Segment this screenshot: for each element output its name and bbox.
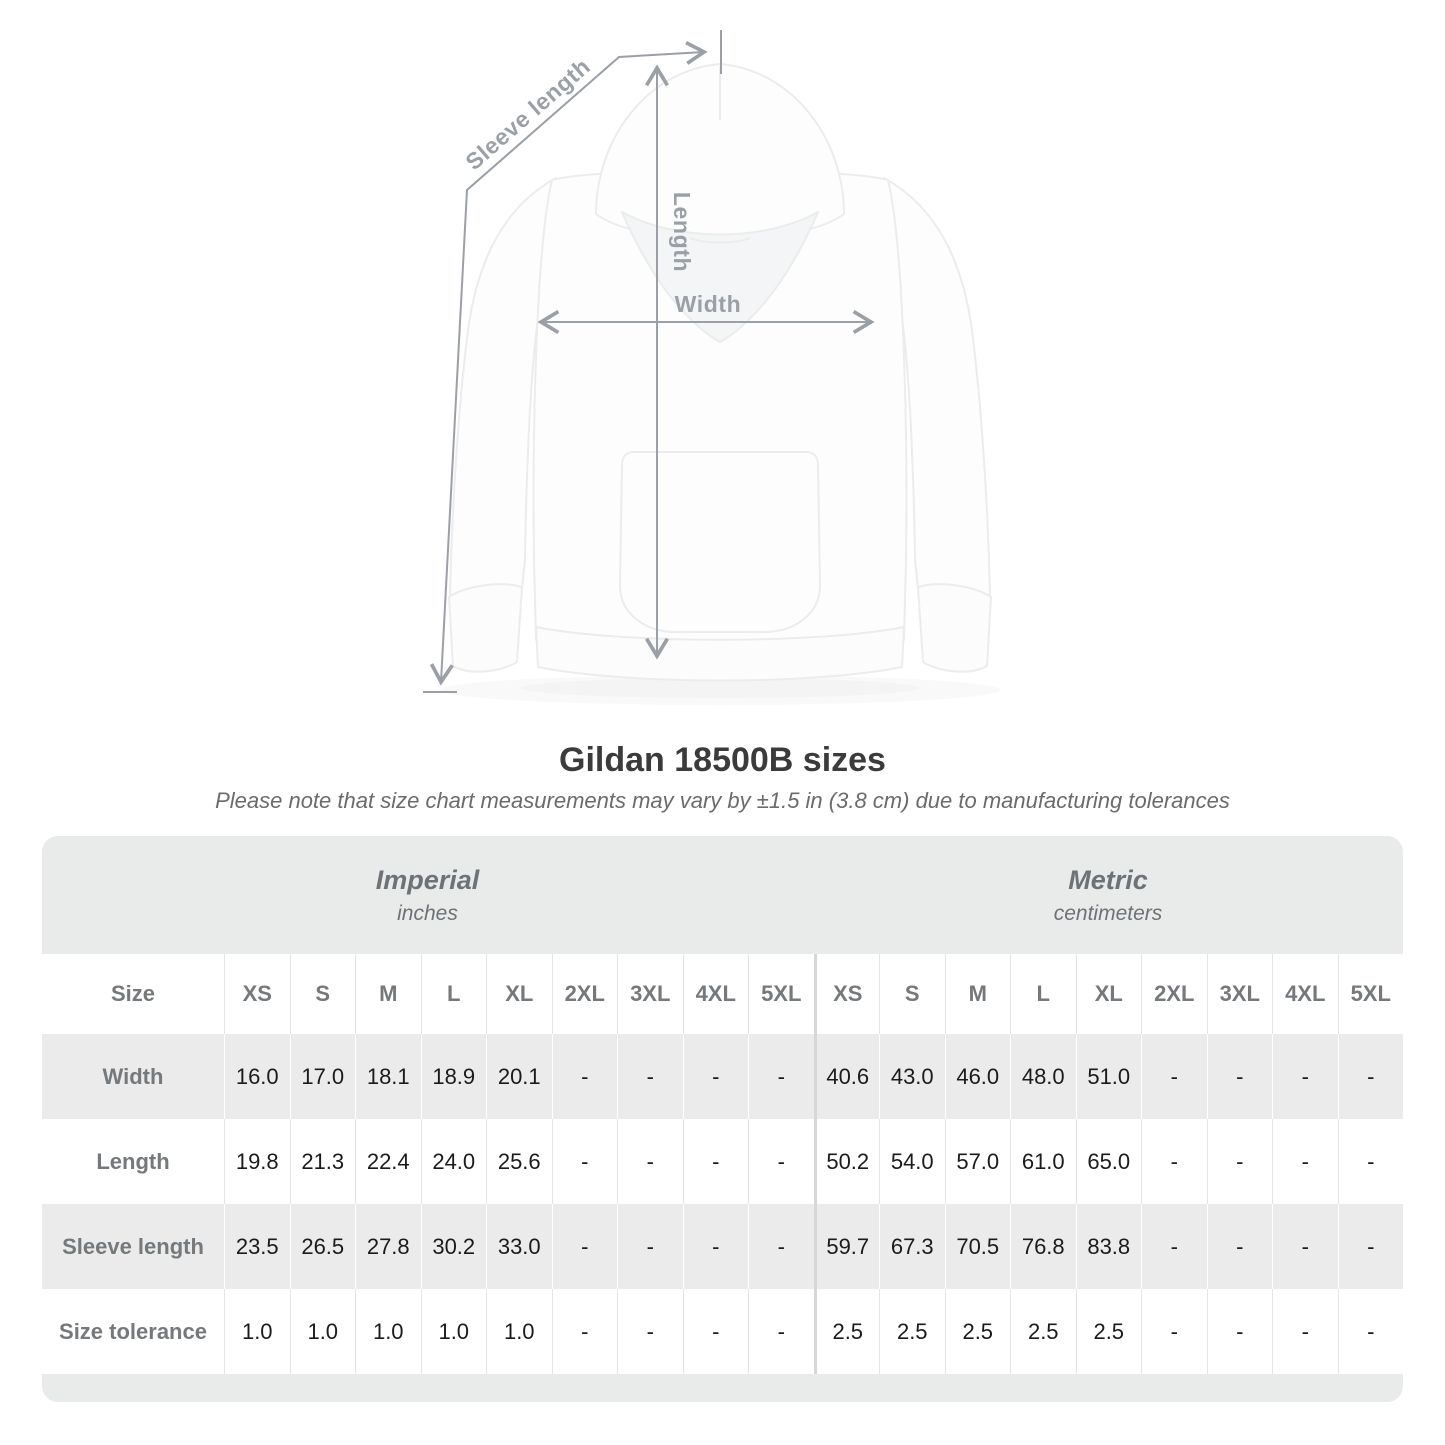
size-column-header: XS (224, 954, 290, 1034)
measurement-value-cell: - (1338, 1204, 1404, 1289)
size-column-header: 3XL (617, 954, 683, 1034)
measurement-value-cell: - (617, 1289, 683, 1374)
size-column-header: M (355, 954, 421, 1034)
chart-subtitle: Please note that size chart measurements may vary by ±1.5 in (3.8 cm) due to manufacturing tolerances (215, 788, 1230, 813)
measurement-value-cell: 23.5 (224, 1204, 290, 1289)
size-table (42, 836, 1403, 1402)
row-label: Sleeve length (62, 1233, 204, 1259)
measurement-value-cell: - (1141, 1034, 1207, 1119)
size-column-header: 5XL (748, 954, 814, 1034)
measurement-value-cell: - (1207, 1204, 1273, 1289)
measurement-value-cell: - (748, 1289, 814, 1374)
hoodie-diagram (0, 0, 1445, 712)
kangaroo-pocket (620, 452, 820, 632)
measurement-value-cell: - (552, 1034, 618, 1119)
measurement-row (42, 1289, 1403, 1374)
measurement-value-cell: 76.8 (1010, 1204, 1076, 1289)
size-column-header: L (421, 954, 487, 1034)
table-footer-bar (42, 1374, 1403, 1402)
measurement-value-cell: - (748, 1034, 814, 1119)
size-column-header: 3XL (1207, 954, 1273, 1034)
measurement-value-cell: 70.5 (945, 1204, 1011, 1289)
measurement-value-cell: - (1141, 1119, 1207, 1204)
right-cuff (918, 584, 991, 671)
size-column-header: S (879, 954, 945, 1034)
left-cuff (449, 584, 522, 671)
chart-title: Gildan 18500B sizes (559, 741, 886, 779)
imperial-group-header (42, 836, 813, 954)
measurement-value-cell: 22.4 (355, 1119, 421, 1204)
measurement-value-cell: 2.5 (879, 1289, 945, 1374)
title-block (0, 740, 1445, 814)
measurement-value-cell: 33.0 (486, 1204, 552, 1289)
measurement-value-cell: 16.0 (224, 1034, 290, 1119)
imperial-group-name: Imperial (375, 864, 480, 895)
measurement-value-cell: - (552, 1204, 618, 1289)
measurement-value-cell: - (1272, 1119, 1338, 1204)
measurement-value-cell: - (617, 1034, 683, 1119)
measurement-value-cell: - (683, 1204, 749, 1289)
measurement-value-cell: 54.0 (879, 1119, 945, 1204)
hoodie-measurement-figure (0, 0, 1445, 712)
measurement-value-cell: 2.5 (1076, 1289, 1142, 1374)
measurement-value-cell: 51.0 (1076, 1034, 1142, 1119)
measurement-value-cell: 30.2 (421, 1204, 487, 1289)
measurement-value-cell: 1.0 (486, 1289, 552, 1374)
measurement-value-cell: 40.6 (814, 1034, 880, 1119)
measurement-value-cell: 1.0 (355, 1289, 421, 1374)
width-label: Width (674, 291, 742, 317)
row-label: Length (96, 1148, 170, 1174)
measurement-value-cell: - (748, 1119, 814, 1204)
measurement-value-cell: - (748, 1204, 814, 1289)
measurement-value-cell: 21.3 (290, 1119, 356, 1204)
measurement-value-cell: - (1207, 1119, 1273, 1204)
measurement-value-cell: 67.3 (879, 1204, 945, 1289)
size-column-header: S (290, 954, 356, 1034)
length-label: Length (669, 191, 695, 273)
imperial-group-unit: inches (397, 901, 458, 925)
measurement-row (42, 1119, 1403, 1204)
measurement-value-cell: 65.0 (1076, 1119, 1142, 1204)
measurement-value-cell: 1.0 (290, 1289, 356, 1374)
metric-group-header (813, 836, 1403, 954)
hoodie-illustration (449, 64, 991, 681)
measurement-value-cell: - (683, 1289, 749, 1374)
measurement-value-cell: - (552, 1289, 618, 1374)
size-column-header: 4XL (683, 954, 749, 1034)
size-column-header: 4XL (1272, 954, 1338, 1034)
measurement-value-cell: 83.8 (1076, 1204, 1142, 1289)
measurement-value-cell: 50.2 (814, 1119, 880, 1204)
unit-group-header (42, 836, 1403, 954)
measurement-value-cell: 59.7 (814, 1204, 880, 1289)
measurement-value-cell: - (1141, 1204, 1207, 1289)
measurement-value-cell: - (1207, 1034, 1273, 1119)
measurement-value-cell: - (1272, 1289, 1338, 1374)
measurement-value-cell: 2.5 (945, 1289, 1011, 1374)
measurement-value-cell: - (1141, 1289, 1207, 1374)
metric-group-name: Metric (1068, 864, 1148, 895)
measurement-value-cell: 24.0 (421, 1119, 487, 1204)
measurement-value-cell: - (1338, 1119, 1404, 1204)
measurement-value-cell: 61.0 (1010, 1119, 1076, 1204)
size-column-header: XL (486, 954, 552, 1034)
measurement-value-cell: 57.0 (945, 1119, 1011, 1204)
measurement-value-cell: 17.0 (290, 1034, 356, 1119)
size-header-row (42, 954, 1403, 1034)
measurement-value-cell: - (617, 1204, 683, 1289)
measurement-value-cell: - (1207, 1289, 1273, 1374)
measurement-value-cell: - (552, 1119, 618, 1204)
measurement-value-cell: 18.9 (421, 1034, 487, 1119)
sleeve-length-label: Sleeve length (460, 52, 596, 175)
measurement-value-cell: - (617, 1119, 683, 1204)
measurement-value-cell: - (1272, 1204, 1338, 1289)
measurement-row (42, 1034, 1403, 1119)
size-column-header: 2XL (552, 954, 618, 1034)
measurement-row (42, 1204, 1403, 1289)
measurement-value-cell: - (683, 1034, 749, 1119)
size-column-header: 2XL (1141, 954, 1207, 1034)
measurement-value-cell: 26.5 (290, 1204, 356, 1289)
measurement-value-cell: 27.8 (355, 1204, 421, 1289)
size-column-header: XS (814, 954, 880, 1034)
measurement-value-cell: 19.8 (224, 1119, 290, 1204)
measurement-value-cell: 2.5 (1010, 1289, 1076, 1374)
row-label: Size tolerance (59, 1318, 207, 1344)
measurement-value-cell: 18.1 (355, 1034, 421, 1119)
measurement-value-cell: - (1338, 1289, 1404, 1374)
metric-group-unit: centimeters (1053, 901, 1163, 925)
measurement-value-cell: 1.0 (224, 1289, 290, 1374)
measurement-value-cell: 46.0 (945, 1034, 1011, 1119)
measurement-value-cell: 43.0 (879, 1034, 945, 1119)
measurement-value-cell: 1.0 (421, 1289, 487, 1374)
row-label: Width (102, 1063, 164, 1089)
size-column-header: XL (1076, 954, 1142, 1034)
size-row-label: Size (110, 981, 156, 1006)
size-column-header: 5XL (1338, 954, 1404, 1034)
measurement-value-cell: 25.6 (486, 1119, 552, 1204)
measurement-value-cell: - (683, 1119, 749, 1204)
measurement-value-cell: 2.5 (814, 1289, 880, 1374)
measurement-rows (42, 1034, 1403, 1374)
measurement-value-cell: - (1272, 1034, 1338, 1119)
measurement-value-cell: 48.0 (1010, 1034, 1076, 1119)
size-column-header: L (1010, 954, 1076, 1034)
measurement-value-cell: 20.1 (486, 1034, 552, 1119)
size-column-header: M (945, 954, 1011, 1034)
measurement-value-cell: - (1338, 1034, 1404, 1119)
